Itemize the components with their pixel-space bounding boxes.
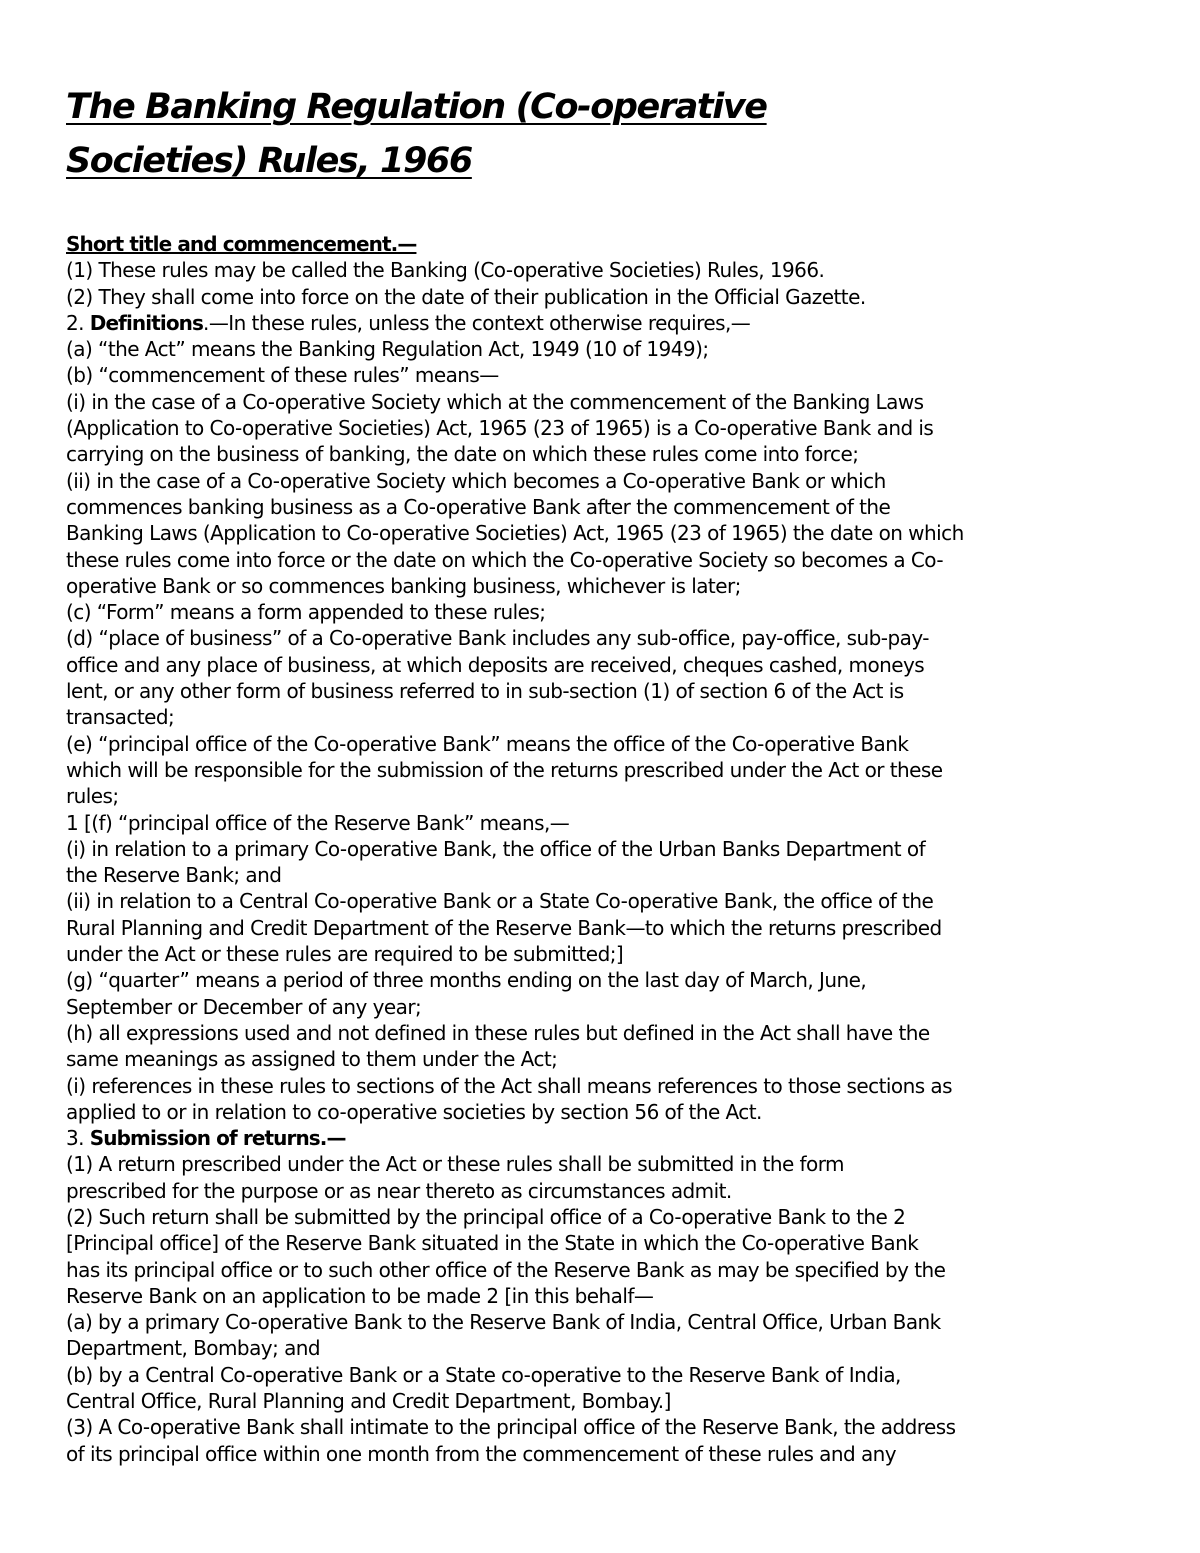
document-title	[66, 80, 966, 188]
body-line: Central Office, Rural Planning and Credit Department, Bombay.]	[66, 1389, 671, 1414]
body-line: under the Act or these rules are required to be submitted;]	[66, 942, 624, 967]
body-line: (2) Such return shall be submitted by the principal office of a Co-operative Bank to the 2	[66, 1204, 906, 1229]
body-line: (g) “quarter” means a period of three months ending on the last day of March, June,	[66, 968, 867, 993]
body-line: carrying on the business of banking, the date on which these rules come into force;	[66, 442, 859, 467]
section-heading-definitions	[66, 310, 1066, 336]
body-line: (d) “place of business” of a Co-operative Bank includes any sub-office, pay-office, sub-pay-	[66, 626, 929, 651]
body-line: of its principal office within one month from the commencement of these rules and any	[66, 1441, 897, 1466]
body-line: (h) all expressions used and not defined in these rules but defined in the Act shall have the	[66, 1020, 930, 1045]
body-line: which will be responsible for the submission of the returns prescribed under the Act or these	[66, 757, 943, 782]
body-line: (i) in the case of a Co-operative Society which at the commencement of the Banking Laws	[66, 389, 924, 414]
body-line: (3) A Co-operative Bank shall intimate to the principal office of the Reserve Bank, the address	[66, 1415, 956, 1440]
body-line: September or December of any year;	[66, 994, 422, 1019]
body-line: transacted;	[66, 705, 175, 730]
body-line: these rules come into force or the date on which the Co-operative Society so becomes a Co-	[66, 547, 944, 572]
body-line: rules;	[66, 784, 119, 809]
body-line: (1) A return prescribed under the Act or these rules shall be submitted in the form	[66, 1152, 844, 1177]
body-line: (a) “the Act” means the Banking Regulation Act, 1949 (10 of 1949);	[66, 337, 709, 362]
body-line: Department, Bombay; and	[66, 1336, 321, 1361]
body-line: Banking Laws (Application to Co-operative Societies) Act, 1965 (23 of 1965) the date on which	[66, 521, 964, 546]
body-line: (ii) in the case of a Co-operative Society which becomes a Co-operative Bank or which	[66, 468, 886, 493]
body-line: (i) references in these rules to sections of the Act shall means references to those sections as	[66, 1073, 952, 1098]
body-line: (2) They shall come into force on the date of their publication in the Official Gazette.	[66, 284, 866, 309]
body-line: has its principal office or to such other office of the Reserve Bank as may be specified by the	[66, 1257, 946, 1282]
section-heading-returns	[66, 1125, 1066, 1151]
section-heading-short-title: Short title and commencement.—	[66, 232, 417, 256]
section-intro: .—In these rules, unless the context otherwise requires,—	[203, 310, 751, 335]
title-line-2: Societies) Rules, 1966	[66, 141, 472, 181]
body-line: the Reserve Bank; and	[66, 863, 282, 888]
body-line: Rural Planning and Credit Department of the Reserve Bank—to which the returns prescribed	[66, 915, 942, 940]
body-line: (i) in relation to a primary Co-operative Bank, the office of the Urban Banks Department of	[66, 836, 926, 861]
title-line-1: The Banking Regulation (Co-operative	[66, 87, 767, 127]
body-line: (c) “Form” means a form appended to these rules;	[66, 600, 546, 625]
body-line: same meanings as assigned to them under the Act;	[66, 1047, 558, 1072]
body-line: applied to or in relation to co-operative societies by section 56 of the Act.	[66, 1099, 762, 1124]
body-line: commences banking business as a Co-operative Bank after the commencement of the	[66, 494, 891, 519]
body-line: operative Bank or so commences banking business, whichever is later;	[66, 573, 741, 598]
body-line: (e) “principal office of the Co-operative Bank” means the office of the Co-operative Bank	[66, 731, 909, 756]
body-line: (1) These rules may be called the Banking (Co-operative Societies) Rules, 1966.	[66, 258, 825, 283]
body-line: (ii) in relation to a Central Co-operative Bank or a State Co-operative Bank, the office of the	[66, 889, 934, 914]
section-number: 3.	[66, 1126, 90, 1151]
body-line: Reserve Bank on an application to be made 2 [in this behalf—	[66, 1283, 654, 1308]
body-line: prescribed for the purpose or as near thereto as circumstances admit.	[66, 1178, 732, 1203]
body-line: (a) by a primary Co-operative Bank to the Reserve Bank of India, Central Office, Urban Bank	[66, 1310, 941, 1335]
body-line: office and any place of business, at which deposits are received, cheques cashed, moneys	[66, 652, 925, 677]
document-body	[66, 231, 1066, 1467]
body-line: 1 [(f) “principal office of the Reserve Bank” means,—	[66, 810, 570, 835]
section-title: Submission of returns.—	[89, 1126, 346, 1151]
body-line: (b) “commencement of these rules” means—	[66, 363, 499, 388]
body-line: (b) by a Central Co-operative Bank or a State co-operative to the Reserve Bank of India,	[66, 1362, 901, 1387]
section-title: Definitions	[89, 310, 204, 335]
body-line: lent, or any other form of business referred to in sub-section (1) of section 6 of the Act is	[66, 679, 904, 704]
section-number: 2.	[66, 310, 90, 335]
body-line: [Principal office] of the Reserve Bank situated in the State in which the Co-operative Bank	[66, 1231, 919, 1256]
body-line: (Application to Co-operative Societies) Act, 1965 (23 of 1965) is a Co-operative Bank and is	[66, 416, 934, 441]
